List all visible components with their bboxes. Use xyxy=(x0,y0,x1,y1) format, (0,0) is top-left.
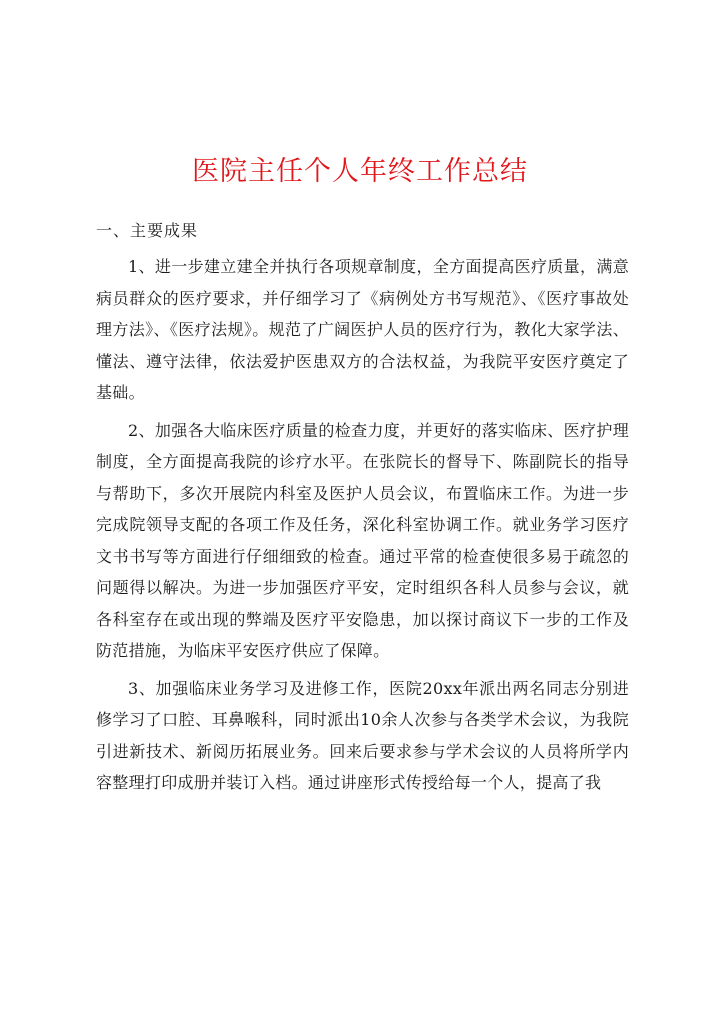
paragraph-3: 3、加强临床业务学习及进修工作，医院20xx年派出两名同志分别进修学习了口腔、耳鼻喉科，同时派出10余人次参与各类学术会议，为我院引进新技术、新阅历拓展业务。回来后要求参与学术会议的人员将所学内容整理打印成册并装订入档。通过讲座形式传授给每一个人，提高了我 xyxy=(96,678,629,792)
section-heading: 一、主要成果 xyxy=(96,221,199,240)
paragraph-1: 1、进一步建立建全并执行各项规章制度，全方面提高医疗质量，满意病员群众的医疗要求，并仔细学习了《病例处方书写规范》、《医疗事故处理方法》、《医疗法规》。规范了广阔医护人员的医疗行为，教化大家学法、懂法、遵守法律，依法爱护医患双方的合法权益，为我院平安医疗奠定了基础。 xyxy=(96,257,629,402)
document-body xyxy=(96,216,629,805)
paragraph-2: 2、加强各大临床医疗质量的检查力度，并更好的落实临床、医疗护理制度，全方面提高我院的诊疗水平。在张院长的督导下、陈副院长的指导与帮助下，多次开展院内科室及医护人员会议，布置临床工作。为进一步完成院领导支配的各项工作及任务，深化科室协调工作。就业务学习医疗文书书写等方面进行仔细细致的检查。通过平常的检查使很多易于疏忽的问题得以解决。为进一步加强医疗平安，定时组织各科人员参与会议，就各科室存在或出现的弊端及医疗平安隐患，加以探讨商议下一步的工作及防范措施，为临床平安医疗供应了保障。 xyxy=(96,420,629,660)
document-title: 医院主任个人年终工作总结 xyxy=(192,156,528,187)
